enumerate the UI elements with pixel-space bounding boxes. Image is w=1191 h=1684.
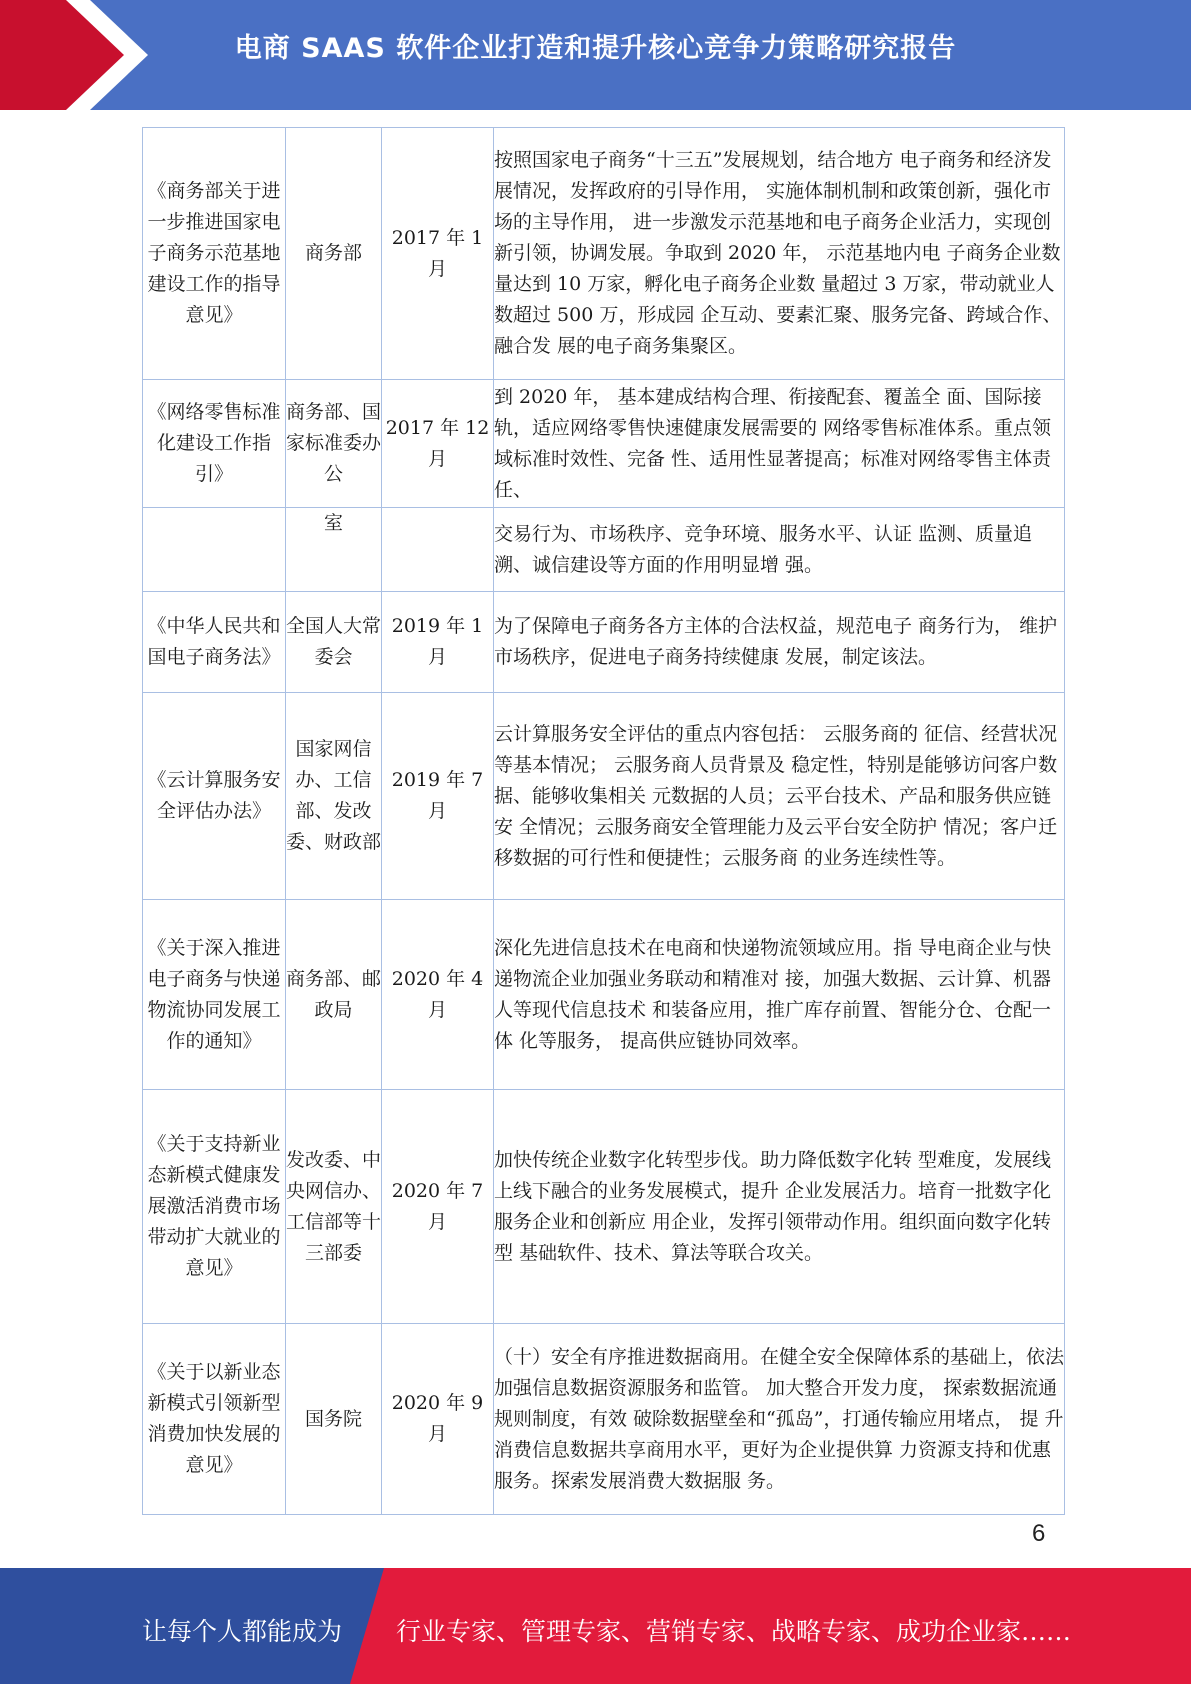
issuing-dept-cell: 商务部、邮政局 — [286, 900, 382, 1090]
policy-name-cell: 《关于以新业态新模式引领新型消费加快发展的意见》 — [143, 1324, 286, 1515]
issue-date-cell: 2019 年 7 月 — [382, 693, 494, 900]
policy-name-cell: 《云计算服务安全评估办法》 — [143, 693, 286, 900]
policy-content-cell: 按照国家电子商务“十三五”发展规划，结合地方 电子商务和经济发展情况，发挥政府的引导作用， 实施体制机制和政策创新，强化市场的主导作用， 进一步激发示范基地和电子商务企业活力，实现创 新引领，协调发展。争取到 2020 年， 示范基地内电 子商务企业数量达到 10 万家，孵化电子商务企业数 量超过 3 万家，带动就业人数超过 500 万，形成园 企互动、要素汇聚、服务完备、跨域合作、融合发 展的电子商务集聚区。 — [494, 128, 1065, 380]
table-row — [143, 508, 1065, 592]
policy-content-cell: 交易行为、市场秩序、竞争环境、服务水平、认证 监测、质量追溯、诚信建设等方面的作用明显增 强。 — [494, 508, 1065, 592]
policy-name-cell: 《关于支持新业态新模式健康发展激活消费市场带动扩大就业的意见》 — [143, 1090, 286, 1324]
footer-slogan-roles: 行业专家、管理专家、营销专家、战略专家、成功企业家…… — [396, 1617, 1072, 1646]
table-row — [143, 592, 1065, 693]
issuing-dept-cell: 商务部 — [286, 128, 382, 380]
issuing-dept-cell: 发改委、中央网信办、工信部等十三部委 — [286, 1090, 382, 1324]
policy-content-cell: 深化先进信息技术在电商和快递物流领域应用。指 导电商企业与快递物流企业加强业务联动和精准对 接，加强大数据、云计算、机器人等现代信息技术 和装备应用，推广库存前置、智能分仓、仓配一体 化等服务， 提高供应链协同效率。 — [494, 900, 1065, 1090]
table-row — [143, 1090, 1065, 1324]
policy-content-cell: 云计算服务安全评估的重点内容包括： 云服务商的 征信、经营状况等基本情况； 云服务商人员背景及 稳定性，特别是能够访问客户数据、能够收集相关 元数据的人员；云平台技术、产品和服务供应链安 全情况；云服务商安全管理能力及云平台安全防护 情况；客户迁移数据的可行性和便捷性；云服务商 的业务连续性等。 — [494, 693, 1065, 900]
policy-name-cell: 《网络零售标准化建设工作指引》 — [143, 380, 286, 508]
table-row — [143, 128, 1065, 380]
policy-name-cell: 《中华人民共和国电子商务法》 — [143, 592, 286, 693]
policy-name-cell — [143, 508, 286, 592]
policy-content-cell: （十）安全有序推进数据商用。在健全安全保障体系的基础上，依法加强信息数据资源服务和监管。 加大整合开发力度， 探索数据流通规则制度，有效 破除数据壁垒和“孤岛”，打通传输应用堵点， 提 升消费信息数据共享商用水平，更好为企业提供算 力资源支持和优惠服务。探索发展消费大数据服 务。 — [494, 1324, 1065, 1515]
page-header — [0, 0, 1191, 110]
issuing-dept-cell: 国务院 — [286, 1324, 382, 1515]
policy-table — [142, 127, 1065, 1515]
issuing-dept-cell: 全国人大常委会 — [286, 592, 382, 693]
issue-date-cell — [382, 508, 494, 592]
issue-date-cell: 2019 年 1 月 — [382, 592, 494, 693]
footer-slogan-lead: 让每个人都能成为 — [142, 1617, 343, 1646]
table-row — [143, 900, 1065, 1090]
page-footer — [0, 1568, 1191, 1684]
issuing-dept-cell: 室 — [286, 508, 382, 592]
table-row — [143, 380, 1065, 508]
report-title: 电商 SAAS 软件企业打造和提升核心竞争力策略研究报告 — [234, 33, 957, 64]
issue-date-cell: 2020 年 7 月 — [382, 1090, 494, 1324]
policy-name-cell: 《商务部关于进一步推进国家电子商务示范基地建设工作的指导意见》 — [143, 128, 286, 380]
policy-content-cell: 到 2020 年， 基本建成结构合理、衔接配套、覆盖全 面、国际接轨，适应网络零售快速健康发展需要的 网络零售标准体系。重点领域标准时效性、完备 性、适用性显著提高；标准对网络零售主体责任、 — [494, 380, 1065, 508]
policy-content-cell: 加快传统企业数字化转型步伐。助力降低数字化转 型难度，发展线上线下融合的业务发展模式，提升 企业发展活力。培育一批数字化服务企业和创新应 用企业，发挥引领带动作用。组织面向数字化转型 基础软件、技术、算法等联合攻关。 — [494, 1090, 1065, 1324]
policy-name-cell: 《关于深入推进电子商务与快递物流协同发展工作的通知》 — [143, 900, 286, 1090]
table-row — [143, 1324, 1065, 1515]
policy-table-container — [142, 127, 1064, 1515]
issue-date-cell: 2017 年 1 月 — [382, 128, 494, 380]
page-number: 6 — [1032, 1520, 1046, 1547]
table-row — [143, 693, 1065, 900]
issuing-dept-cell: 商务部、国家标准委办公 — [286, 380, 382, 508]
issue-date-cell: 2020 年 4 月 — [382, 900, 494, 1090]
issue-date-cell: 2020 年 9 月 — [382, 1324, 494, 1515]
issue-date-cell: 2017 年 12 月 — [382, 380, 494, 508]
policy-content-cell: 为了保障电子商务各方主体的合法权益，规范电子 商务行为， 维护市场秩序，促进电子商务持续健康 发展，制定该法。 — [494, 592, 1065, 693]
issuing-dept-cell: 国家网信办、工信部、发改委、财政部 — [286, 693, 382, 900]
